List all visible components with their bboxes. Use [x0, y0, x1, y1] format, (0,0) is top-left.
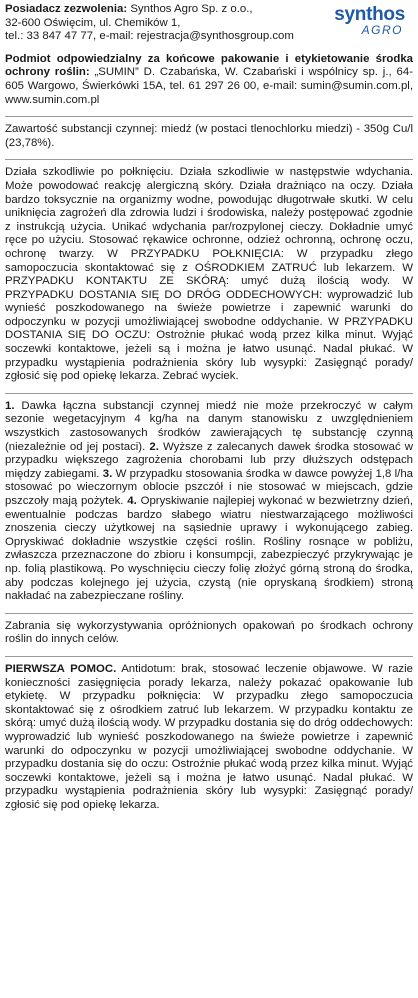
rule-text: Opryskiwanie najlepiej wykonać w bezwietrzny dzień, ewentualnie podczas bardzo słabego wiatru niestwarzającego możliwości znoszenia cieczy użytkowej na sąsiednie uprawy i wykonującego zabieg. Opryskiwać dokładnie wszystkie części roślin. Rośliny rosnące w pobliżu, zwłaszcza przeznaczone do zbioru i konsumpcji, zabezpieczyć przykrywając je np. folią plastikową. Po wyschnięciu cieczy folię złożyć górną stroną do środka, aby podczas kolejnego jej użycia, czystą (nie opryskaną środkiem) stroną nakładać na zabezpieczane rośliny.: [5, 495, 414, 603]
rule-text: Dawka łączna substancji czynnej miedź nie może przekroczyć w całym sezonie wegetacyjnym 4 kg/ha na danym stanowisku z uwzględnieniem wszystkich zastosowanych środków zawierających tę substancję czynną (niezależnie od jej postaci).: [5, 399, 413, 453]
synthos-agro-logo: [329, 5, 405, 41]
rule-number: 3.: [102, 467, 113, 480]
packer-block: [5, 53, 413, 107]
permit-holder-contact: tel.: 33 847 47 77, e-mail: rejestracja@synthosgroup.com: [5, 30, 294, 43]
hazard-statements: Działa szkodliwie po połknięciu. Działa szkodliwie w następstwie wdychania. Może powodować reakcję alergiczną skóry. Działa drażniąco na oczy. Działa bardzo toksycznie na organizmy wodne, powodując długotrwałe skutki. W celu uniknięcia zagrożeń dla zdrowia ludzi i środowiska, należy postępować zgodnie z instrukcją użycia. Unikać wdychania par/rozpylonej cieczy. Dokładnie umyć ręce po użyciu. Stosować rękawice ochronne, odzież ochronną, ochronę oczu, ochronę twarzy. W PRZYPADKU POŁKNIĘCIA: W przypadku złego samopoczucia skontaktować się z OŚRODKIEM ZATRUĆ lub lekarzem. W PRZYPADKU KONTAKTU ZE SKÓRĄ: umyć dużą ilością wody. W PRZYPADKU DOSTANIA SIĘ DO DRÓG ODDECHOWYCH: wyprowadzić lub wynieść poszkodowanego na świeże powietrze i zapewnić warunki do odpoczynku w pozycji umożliwiającej swobodne oddychanie. W PRZYPADKU DOSTANIA SIĘ DO OCZU: Ostrożnie płukać wodą przez kilka minut. Wyjąć soczewki kontaktowe, jeżeli są i można je łatwo usunąć. Nadal płukać. W przypadku wystąpienia podrażnienia skóry lub wysypki: Zasięgnąć porady/ zgłosić się pod opiekę lekarza. Zebrać wyciek.: [5, 166, 413, 383]
permit-holder-label: Posiadacz zezwolenia:: [5, 3, 128, 15]
first-aid-label: PIERWSZA POMOC.: [5, 662, 117, 675]
permit-holder-address: 32-600 Oświęcim, ul. Chemików 1,: [5, 16, 181, 29]
first-aid-text: Antidotum: brak, stosować leczenie objawowe. W razie konieczności zasięgnięcia porady lekarza, należy pokazać opakowanie lub etykietę. W przypadku połknięcia: W przypadku złego samopoczucia skontaktować się z ośrodkiem zatruć lub lekarzem. W przypadku kontaktu ze skórą: umyć dużą ilością wody. W przypadku dostania się do dróg oddechowych: wyprowadzić lub wynieść poszkodowanego na świeże powietrze i zapewnić warunki do odpoczynku w pozycji umożliwiającej swobodne oddychanie. W przypadku dostania się do oczu: Ostrożnie płukać wodą przez kilka minut. Wyjąć soczewki kontaktowe, jeżeli są i można je łatwo usunąć. Nadal płukać. W przypadku wystąpienia podrażnienia skóry lub wysypki: Zasięgnąć porady/ zgłosić się pod opiekę lekarza.: [5, 662, 413, 811]
divider: [5, 656, 413, 657]
logo-main-text: synthos: [334, 4, 405, 25]
logo-sub-text: AGRO: [361, 23, 403, 37]
rule-number: 1.: [5, 399, 15, 412]
rule-number: 4.: [127, 495, 137, 507]
rule-number: 2.: [149, 440, 159, 453]
packaging-reuse-warning: Zabrania się wykorzystywania opróżnionych opakowań po środkach ochrony roślin do innych celów.: [5, 619, 413, 646]
divider: [5, 159, 413, 160]
header: [5, 3, 413, 44]
permit-holder-name: Synthos Agro Sp. z o.o.,: [127, 3, 253, 15]
active-substance-content: Zawartość substancji czynnej: miedź (w postaci tlenochlorku miedzi) - 350g Cu/l (23,78%).: [5, 123, 413, 149]
divider: [5, 613, 413, 614]
rule-text: W przypadku stosowania środka w dawce powyżej 1,8 l/ha stosować po wieczornym oblocie pszczół i nie stosować w miejscach, gdzie pszczoły mają pożytek.: [5, 467, 413, 507]
packer-label: Podmiot odpowiedzialny za końcowe pakowanie i etykietowanie środka ochrony roślin:: [5, 52, 413, 79]
usage-rules: [5, 400, 413, 604]
first-aid-block: [5, 663, 413, 813]
divider: [5, 116, 413, 117]
packer-details: „SUMIN” D. Czabańska, W. Czabański i wspólnicy sp. j., 64-605 Wargowo, Świerkówki 15A, tel. 61 297 26 00, e-mail: sumin@sumin.com.pl, www.sumin.com.pl: [5, 66, 413, 106]
divider: [5, 393, 413, 394]
rule-text: Wyższe z zalecanych dawek środka stosować w przypadku większego zagrożenia chorobami lub przy dłuższych odstępach między zabiegami.: [5, 440, 413, 480]
